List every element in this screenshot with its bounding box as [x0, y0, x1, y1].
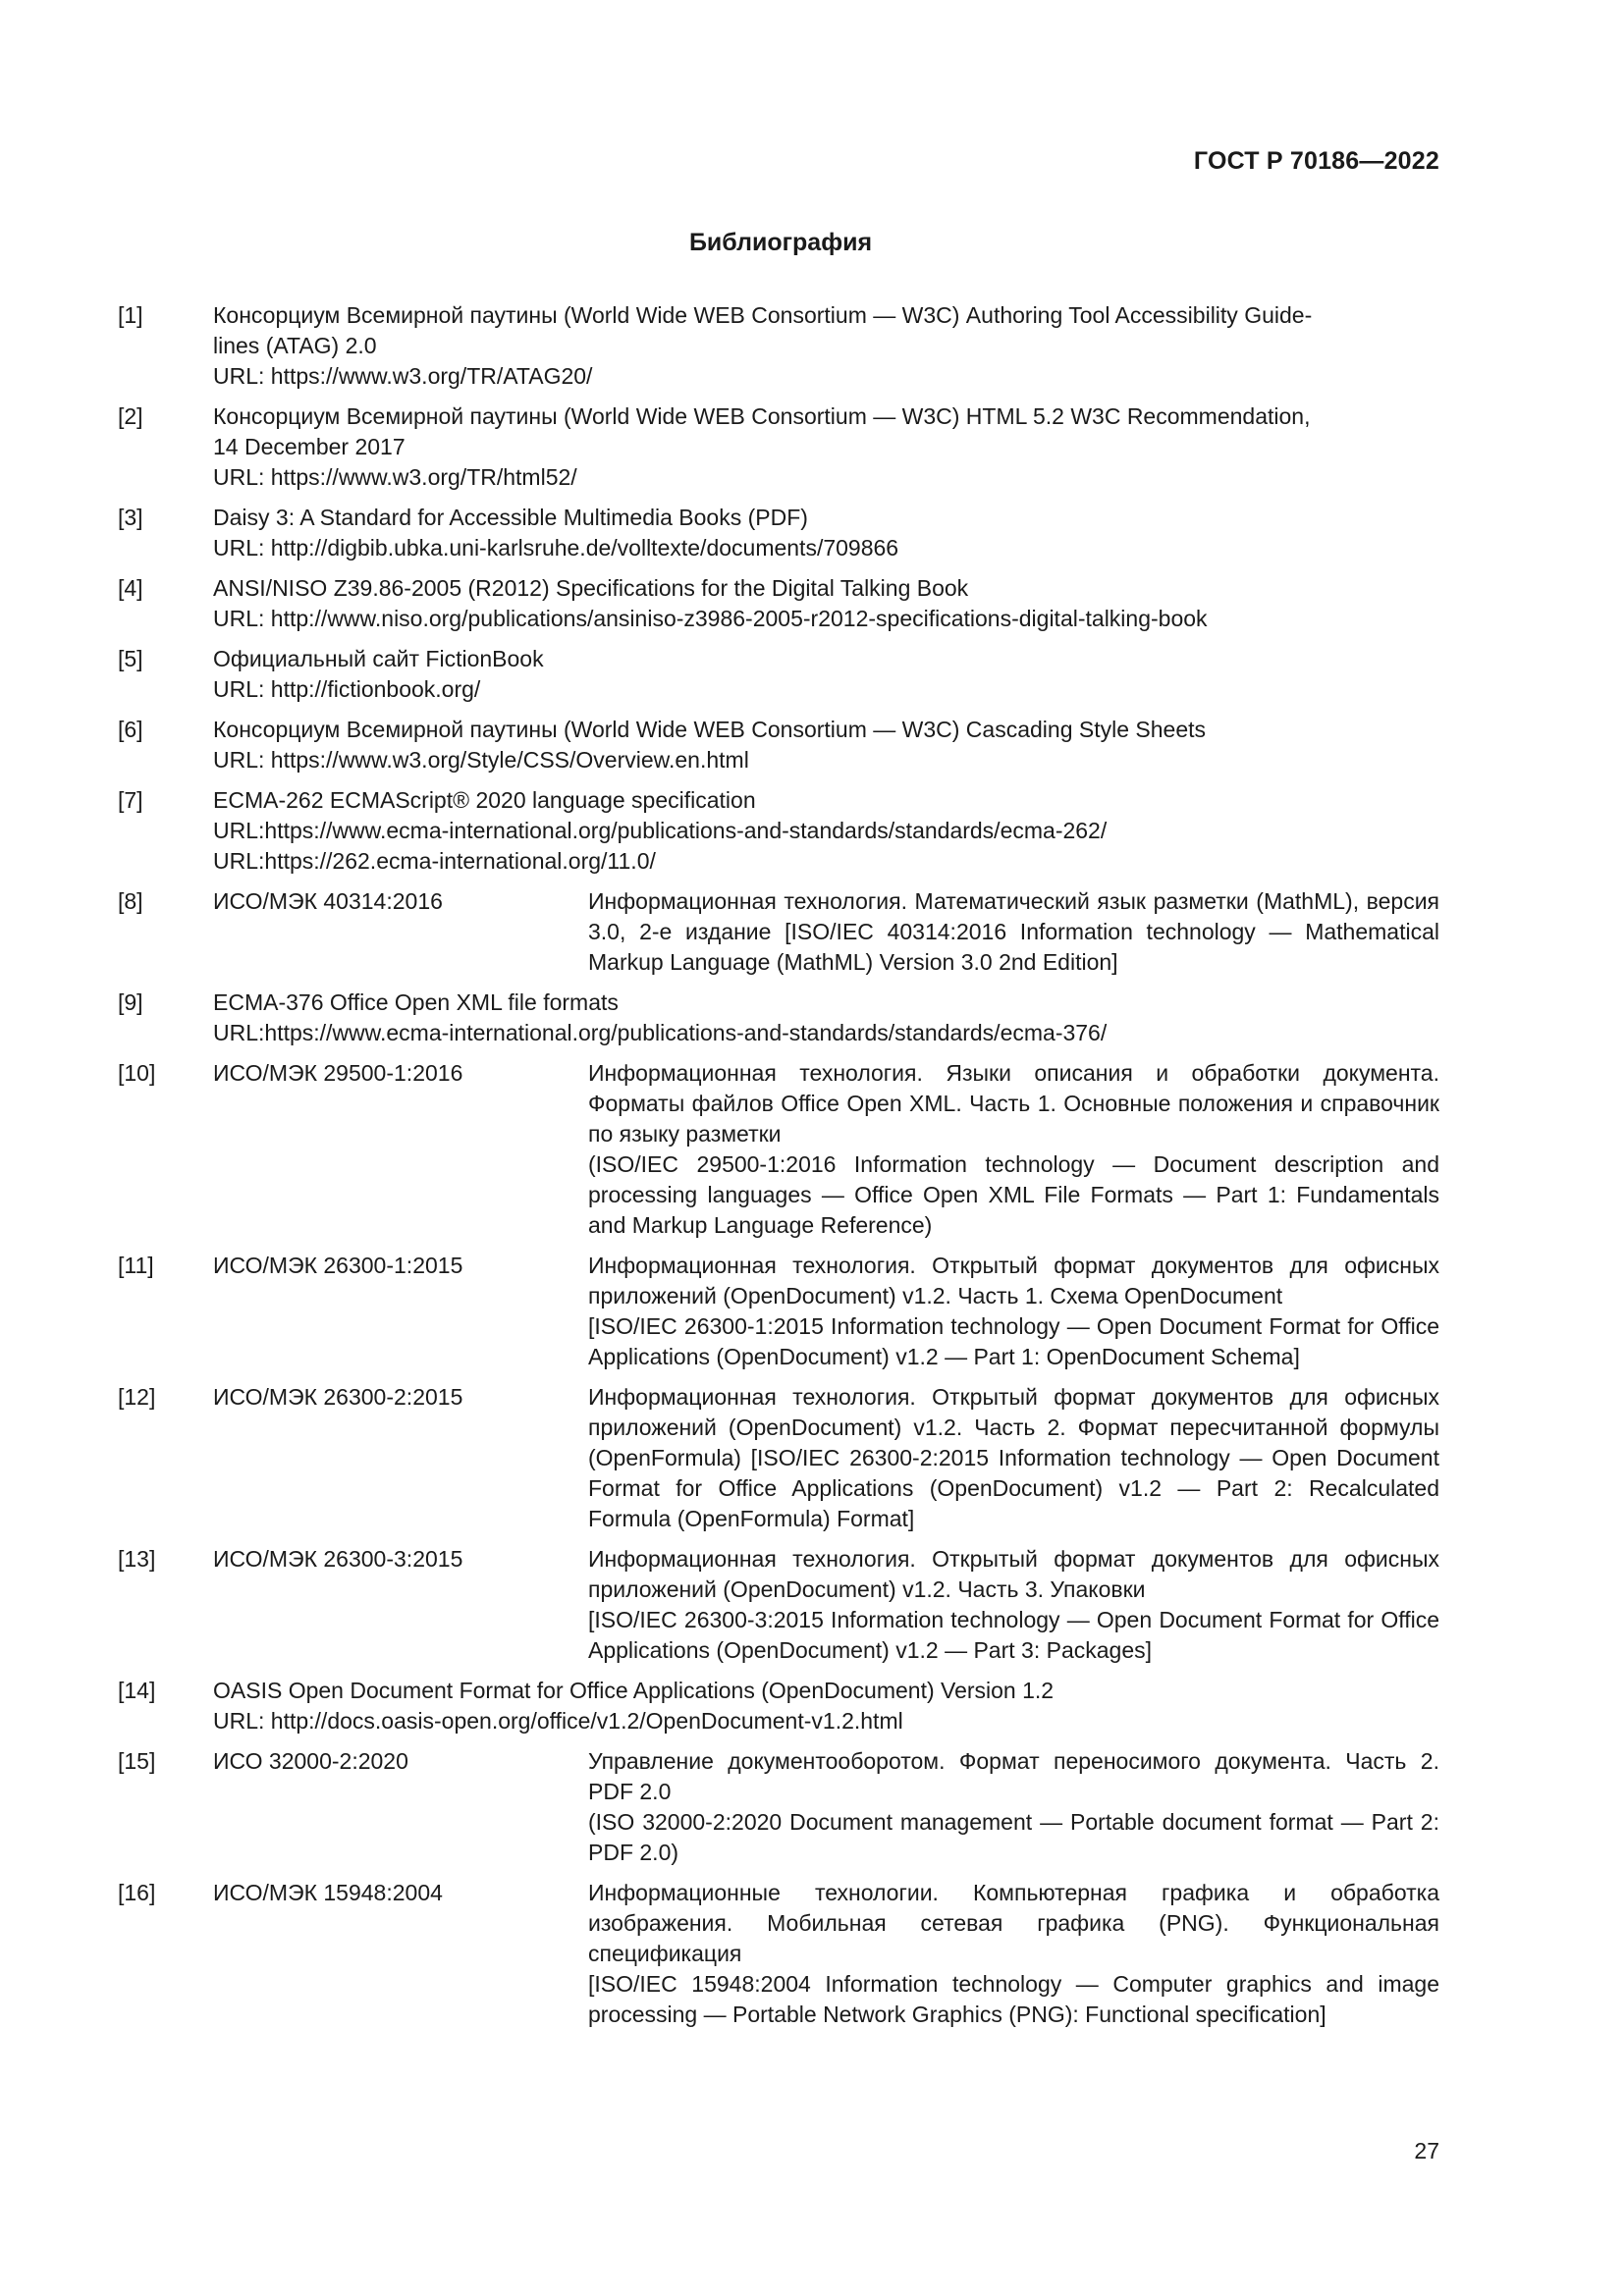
entry-number: [6] — [118, 717, 143, 742]
bibliography-entry — [118, 886, 1439, 978]
bibliography-entry — [118, 644, 1439, 705]
entry-text — [213, 715, 1439, 775]
entry-text — [213, 988, 1439, 1048]
entry-url: URL: http://fictionbook.org/ — [213, 676, 481, 702]
entry-line: ECMA-262 ECMAScript® 2020 language specification — [213, 787, 756, 813]
bibliography-entry — [118, 1544, 1439, 1666]
bibliography-entry — [118, 1382, 1439, 1534]
standard-code: ИСО/МЭК 26300-3:2015 — [213, 1546, 463, 1572]
entry-line: (ISO/IEC 29500-1:2016 Information technology — Document description and processing languages — Office Open XML File Formats — Part 1: Fundamentals and Markup Language Reference) — [588, 1151, 1439, 1238]
entry-text — [588, 1878, 1439, 2030]
bibliography-list — [118, 300, 1439, 2040]
entry-url: URL: https://www.w3.org/Style/CSS/Overview.en.html — [213, 747, 749, 773]
bibliography-entry — [118, 1251, 1439, 1372]
entry-number: [12] — [118, 1384, 156, 1410]
bibliography-entry — [118, 988, 1439, 1048]
entry-number: [5] — [118, 646, 143, 671]
entry-line: 14 December 2017 — [213, 434, 406, 459]
standard-code: ИСО/МЭК 26300-1:2015 — [213, 1253, 463, 1278]
page-number: 27 — [1414, 2138, 1439, 2163]
entry-line: OASIS Open Document Format for Office Applications (OpenDocument) Version 1.2 — [213, 1678, 1055, 1703]
entry-line: lines (ATAG) 2.0 — [213, 333, 377, 358]
entry-text — [213, 644, 1439, 705]
bibliography-entry — [118, 1676, 1439, 1736]
entry-number: [3] — [118, 505, 143, 530]
entry-line: Daisy 3: A Standard for Accessible Multimedia Books (PDF) — [213, 505, 808, 530]
entry-url: URL: http://digbib.ubka.uni-karlsruhe.de/volltexte/documents/709866 — [213, 535, 899, 561]
bibliography-entry — [118, 1058, 1439, 1241]
entry-line: [ISO/IEC 26300-3:2015 Information technology — Open Document Format for Office Applications (OpenDocument) v1.2 — Part 3: Packages] — [588, 1607, 1439, 1663]
standard-code: ИСО/МЭК 29500-1:2016 — [213, 1060, 463, 1086]
entry-line: Информационная технология. Математический язык разметки (MathML), версия 3.0, 2-е издание [ISO/IEC 40314:2016 Information technology — Mathematical Markup Language (MathML) Version 3.0 2nd Edition] — [588, 888, 1439, 975]
entry-number: [4] — [118, 575, 143, 601]
entry-line: Консорциум Всемирной паутины (World Wide WEB Consortium — W3C) Authoring Tool Accessibility Guide- — [213, 302, 1313, 328]
entry-line: ANSI/NISO Z39.86-2005 (R2012) Specifications for the Digital Talking Book — [213, 575, 969, 601]
entry-url: URL:https://www.ecma-international.org/publications-and-standards/standards/ecma-376/ — [213, 1020, 1108, 1045]
entry-line: (ISO 32000-2:2020 Document management — Portable document format — Part 2: PDF 2.0) — [588, 1809, 1439, 1865]
entry-line: Управление документооборотом. Формат переносимого документа. Часть 2. PDF 2.0 — [588, 1748, 1439, 1804]
standard-code: ИСО/МЭК 40314:2016 — [213, 888, 443, 914]
entry-number: [2] — [118, 403, 143, 429]
standard-code: ИСО/МЭК 26300-2:2015 — [213, 1384, 463, 1410]
entry-text — [588, 1382, 1439, 1534]
entry-line: Информационная технология. Языки описания и обработки документа. Форматы файлов Office Open XML. Часть 1. Основные положения и справочник по языку разметки — [588, 1060, 1439, 1147]
bibliography-entry — [118, 300, 1439, 392]
entry-line: ECMA-376 Office Open XML file formats — [213, 989, 619, 1015]
bibliography-entry — [118, 715, 1439, 775]
entry-line: Консорциум Всемирной паутины (World Wide WEB Consortium — W3C) HTML 5.2 W3C Recommendation, — [213, 403, 1311, 429]
entry-text — [213, 401, 1439, 493]
entry-text — [213, 503, 1439, 563]
entry-url: URL: http://www.niso.org/publications/ansiniso-z3986-2005-r2012-specifications-digital-talking-book — [213, 606, 1208, 631]
bibliography-entry — [118, 1746, 1439, 1868]
entry-number: [9] — [118, 989, 143, 1015]
entry-text — [588, 1058, 1439, 1241]
entry-line: Официальный сайт FictionBook — [213, 646, 544, 671]
entry-text — [588, 1544, 1439, 1666]
document-code: ГОСТ Р 70186—2022 — [1193, 147, 1439, 175]
entry-number: [11] — [118, 1253, 154, 1278]
entry-line: Информационная технология. Открытый формат документов для офисных приложений (OpenDocument) v1.2. Часть 2. Формат пересчитанной формулы (OpenFormula) [ISO/IEC 26300-2:2015 Information technology — Open Document Format for Office Applications (OpenDocument) v1.2 — Part 2: Recalculated Formula (OpenFormula) Format] — [588, 1384, 1439, 1531]
entry-number: [16] — [118, 1880, 156, 1905]
entry-line: Информационная технология. Открытый формат документов для офисных приложений (OpenDocument) v1.2. Часть 3. Упаковки — [588, 1546, 1439, 1602]
entry-text — [213, 1676, 1439, 1736]
entry-line: Информационные технологии. Компьютерная графика и обработка изображения. Мобильная сетевая графика (PNG). Функциональная спецификация — [588, 1880, 1439, 1966]
bibliography-entry — [118, 401, 1439, 493]
entry-line: Консорциум Всемирной паутины (World Wide WEB Consortium — W3C) Cascading Style Sheets — [213, 717, 1207, 742]
entry-text — [588, 1251, 1439, 1372]
entry-number: [15] — [118, 1748, 156, 1774]
bibliography-entry — [118, 1878, 1439, 2030]
entry-number: [14] — [118, 1678, 156, 1703]
entry-line: [ISO/IEC 15948:2004 Information technology — Computer graphics and image processing — Portable Network Graphics (PNG): Functional specification] — [588, 1971, 1439, 2027]
entry-line: [ISO/IEC 26300-1:2015 Information technology — Open Document Format for Office Applications (OpenDocument) v1.2 — Part 1: OpenDocument Schema] — [588, 1313, 1439, 1369]
entry-line: Информационная технология. Открытый формат документов для офисных приложений (OpenDocument) v1.2. Часть 1. Схема OpenDocument — [588, 1253, 1439, 1308]
entry-number: [10] — [118, 1060, 156, 1086]
entry-text — [588, 1746, 1439, 1868]
entry-number: [1] — [118, 302, 143, 328]
entry-text — [588, 886, 1439, 978]
entry-url: URL: http://docs.oasis-open.org/office/v1.2/OpenDocument-v1.2.html — [213, 1708, 903, 1734]
entry-url: URL:https://www.ecma-international.org/publications-and-standards/standards/ecma-262/ — [213, 818, 1108, 843]
entry-url: URL: https://www.w3.org/TR/ATAG20/ — [213, 363, 593, 389]
entry-number: [8] — [118, 888, 143, 914]
entry-url: URL: https://www.w3.org/TR/html52/ — [213, 464, 577, 490]
entry-text — [213, 300, 1439, 392]
entry-text — [213, 785, 1439, 877]
page-title: Библиография — [688, 229, 873, 256]
entry-url: URL:https://262.ecma-international.org/11.0/ — [213, 848, 656, 874]
entry-number: [13] — [118, 1546, 156, 1572]
standard-code: ИСО 32000-2:2020 — [213, 1748, 408, 1774]
bibliography-entry — [118, 573, 1439, 634]
entry-text — [213, 573, 1439, 634]
bibliography-entry — [118, 785, 1439, 877]
bibliography-entry — [118, 503, 1439, 563]
entry-number: [7] — [118, 787, 143, 813]
standard-code: ИСО/МЭК 15948:2004 — [213, 1880, 443, 1905]
